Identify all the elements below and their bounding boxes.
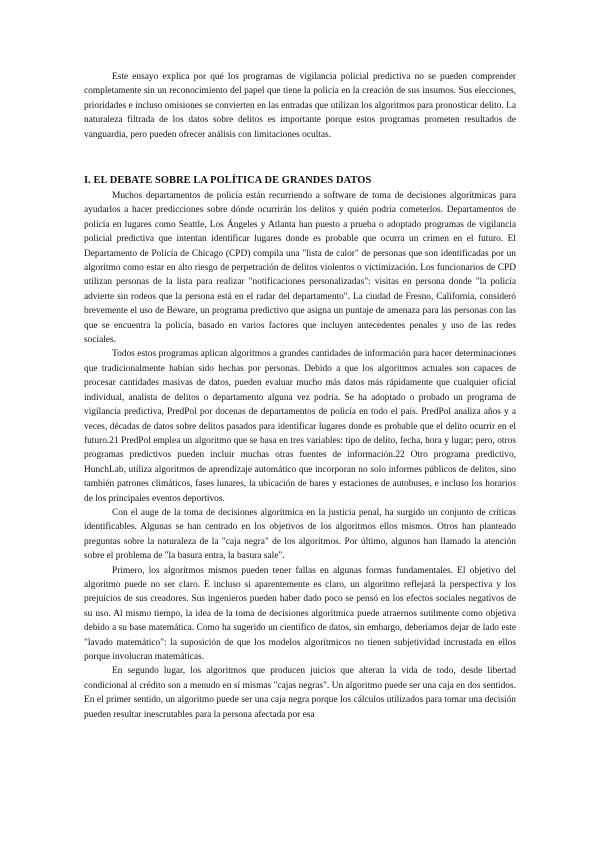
body-paragraph: Primero, los algoritmos mismos pueden tener fallas en algunas formas fundamentales. El objetivo del algoritmo puede no ser claro. E incluso si aparentemente es claro, un algoritmo reflejará la perspectiva y los prejuicios de sus creadores. Sus ingenieros pueden haber dado poco se pensó en los efectos sociales negativos de su uso. Al mismo tiempo, la idea de la toma de decisiones algorítmica puede atraernos sutilmente como objetiva debido a su base matemática. Como ha sugerido un científico de datos, sin embargo, deberíamos dejar de lado este "lavado matemático": la suposición de que los modelos algorítmicos no tienen subjetividad incrustada en ellos porque involucran matemáticas. (84, 565, 516, 662)
section-heading: I. EL DEBATE SOBRE LA POLÍTICA DE GRANDES DATOS (84, 175, 372, 186)
intro-block (84, 70, 516, 142)
body-paragraph: Con el auge de la toma de decisiones algorítmica en la justicia penal, ha surgido un conjunto de críticas identificables. Algunas se han centrado en los objetivos de los algoritmos ellos mismos. Otros han planteado preguntas sobre la naturaleza de la "caja negra" de los algoritmos. Por último, algunos han llamado la atención sobre el problema de "la basura entra, la basura sale". (84, 507, 516, 562)
intro-paragraph: Este ensayo explica por qué los programas de vigilancia policial predictiva no se pueden comprender completamente sin un reconocimiento del papel que tiene la policía en la creación de sus insumos. Sus elecciones, prioridades e incluso omisiones se convierten en las entradas que utilizan los algoritmos para pronosticar delito. La naturaleza filtrada de los datos sobre delitos es importante porque estos programas prometen resultados de vanguardia, pero pueden ofrecer análisis con limitaciones ocultas. (84, 72, 516, 140)
body-paragraph: Todos estos programas aplican algoritmos a grandes cantidades de información para hacer determinaciones que tradicionalmente habían sido hechas por personas. Debido a que los algoritmos actuales son capaces de procesar cantidades masivas de datos, pueden evaluar mucho más datos más rápidamente que cualquier oficial individual, analista de delitos o departamento alguna vez podría. Se ha adoptado o probado un programa de vigilancia predictiva, PredPol por docenas de departamentos de policía en todo el país. PredPol analiza años y a veces, décadas de datos sobre delitos pasados para identificar lugares donde es probable que el delito ocurrir en el futuro.21 PredPol emplea un algoritmo que se basa en tres variables: tipo de delito, fecha, hora y lugar; pero, otros programas predictivos pueden incluir muchas otras fuentes de información.22 Otro programa predictivo, HunchLab, utiliza algoritmos de aprendizaje automático que incorporan no solo informes públicos de delitos, sino también patrones climáticos, fases lunares, la ubicación de bares y estaciones de autobuses, e incluso los horarios de los principales eventos deportivos. (84, 349, 516, 504)
body-paragraph: Muchos departamentos de policía están recurriendo a software de toma de decisiones algorítmicas para ayudarlos a hacer predicciones sobre dónde ocurrirán los delitos y quién podría cometerlos. Departamentos de policía en lugares como Seattle, Los Ángeles y Atlanta han puesto a prueba o adoptado programas de vigilancia policial predictiva que intentan identificar lugares donde es probable que ocurra un crimen en el futuro. El Departamento de Policía de Chicago (CPD) compila una "lista de calor" de personas que son identificadas por un algoritmo como estar en alto riesgo de perpetración de delitos violentos o victimización. Los funcionarios de CPD utilizan personas de la lista para realizar "notificaciones personalizadas": visitas en persona donde "la policía advierte sin rodeos que la persona está en el radar del departamento". La ciudad de Fresno, California, consideró brevemente el uso de Beware, un programa predictivo que asigna un puntaje de amenaza para las personas con las que se encuentra la policía, basado en varios factores que incluyen antecedentes penales y uso de las redes sociales. (84, 191, 516, 346)
body-paragraph: En segundo lugar, los algoritmos que producen juicios que alteran la vida de todo, desde libertad condicional al crédito son a menudo en sí mismas "cajas negras". Un algoritmo puede ser una caja en dos sentidos. En el primer sentido, un algoritmo puede ser una caja negra porque los cálculos utilizados para tomar una decisión pueden resultar inescrutables para la persona afectada por esa (84, 666, 516, 720)
body-text (84, 189, 516, 722)
